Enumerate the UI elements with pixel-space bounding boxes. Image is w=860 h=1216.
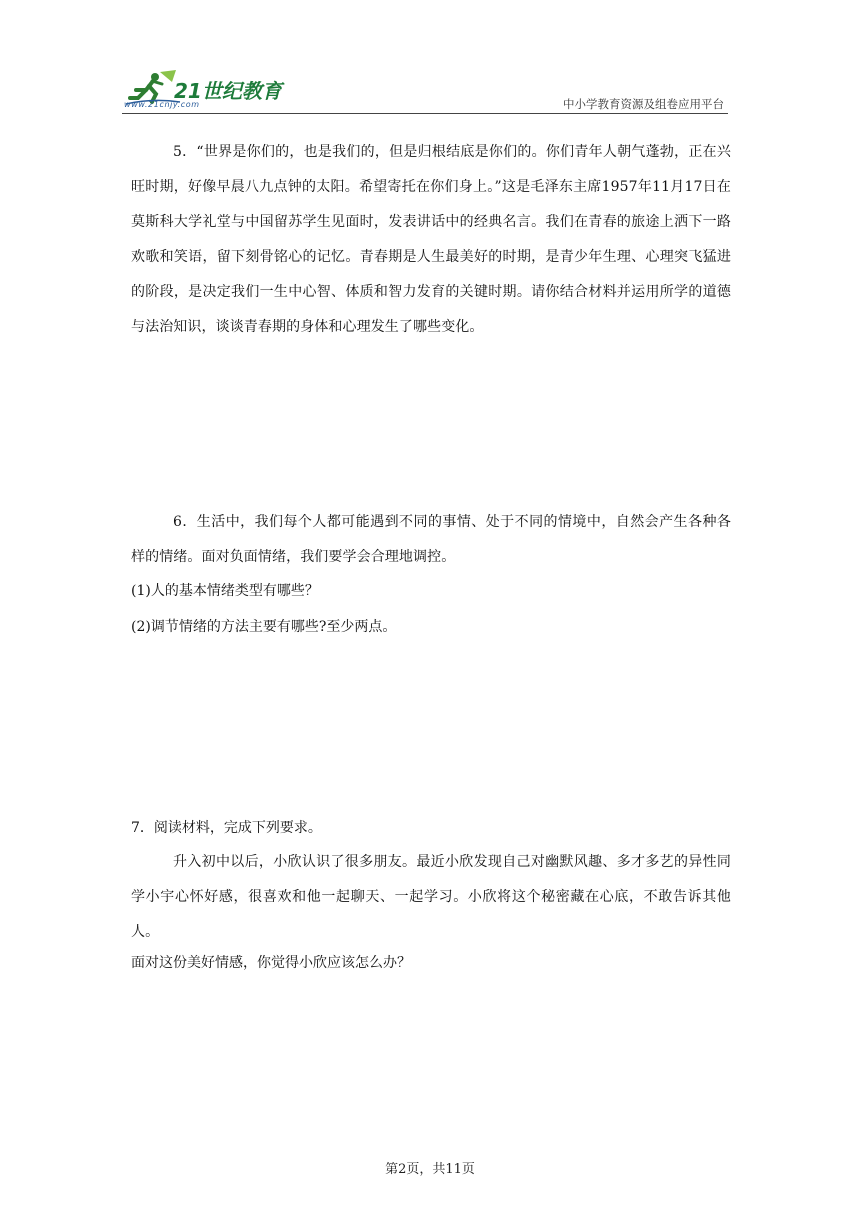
question-6-sub2: (2)调节情绪的方法主要有哪些?至少两点。 — [131, 619, 397, 635]
site-logo — [122, 66, 297, 112]
site-tagline: 中小学教育资源及组卷应用平台 — [563, 97, 724, 111]
question-7-question: 面对这份美好情感，你觉得小欣应该怎么办？ — [131, 955, 411, 971]
logo-url-text: www.21cnjy.com — [124, 100, 200, 109]
question-6-text: 6．生活中，我们每个人都可能遇到不同的事情、处于不同的情境中，自然会产生各种各样的情绪。面对负面情绪，我们要学会合理地调控。 — [131, 514, 731, 565]
question-7-material: 升入初中以后，小欣认识了很多朋友。最近小欣发现自己对幽默风趣、多才多艺的异性同学小宇心怀好感，很喜欢和他一起聊天、一起学习。小欣将这个秘密藏在心底，不敢告诉其他人。 — [131, 854, 731, 940]
page-footer: 第2页，共11页 — [385, 1162, 475, 1177]
question-6-sub1: (1)人的基本情绪类型有哪些？ — [131, 583, 319, 599]
logo-brand-text: 21世纪教育 — [174, 79, 282, 103]
question-7-title: 7．阅读材料，完成下列要求。 — [131, 820, 322, 836]
page-header — [122, 66, 728, 116]
question-5-text: 5．“世界是你们的，也是我们的，但是归根结底是你们的。你们青年人朝气蓬勃，正在兴旺时期，好像早晨八九点钟的太阳。希望寄托在你们身上。”这是毛泽东主席1957年11月17日在莫斯科大学礼堂与中国留苏学生见面时，发表讲话中的经典名言。我们在青春的旅途上洒下一路欢歌和笑语，留下刻骨铭心的记忆。青春期是人生最美好的时期，是青少年生理、心理突飞猛进的阶段，是决定我们一生中心智、体质和智力发育的关键时期。请你结合材料并运用所学的道德与法治知识，谈谈青春期的身体和心理发生了哪些变化。 — [131, 144, 731, 335]
header-divider — [122, 113, 728, 114]
